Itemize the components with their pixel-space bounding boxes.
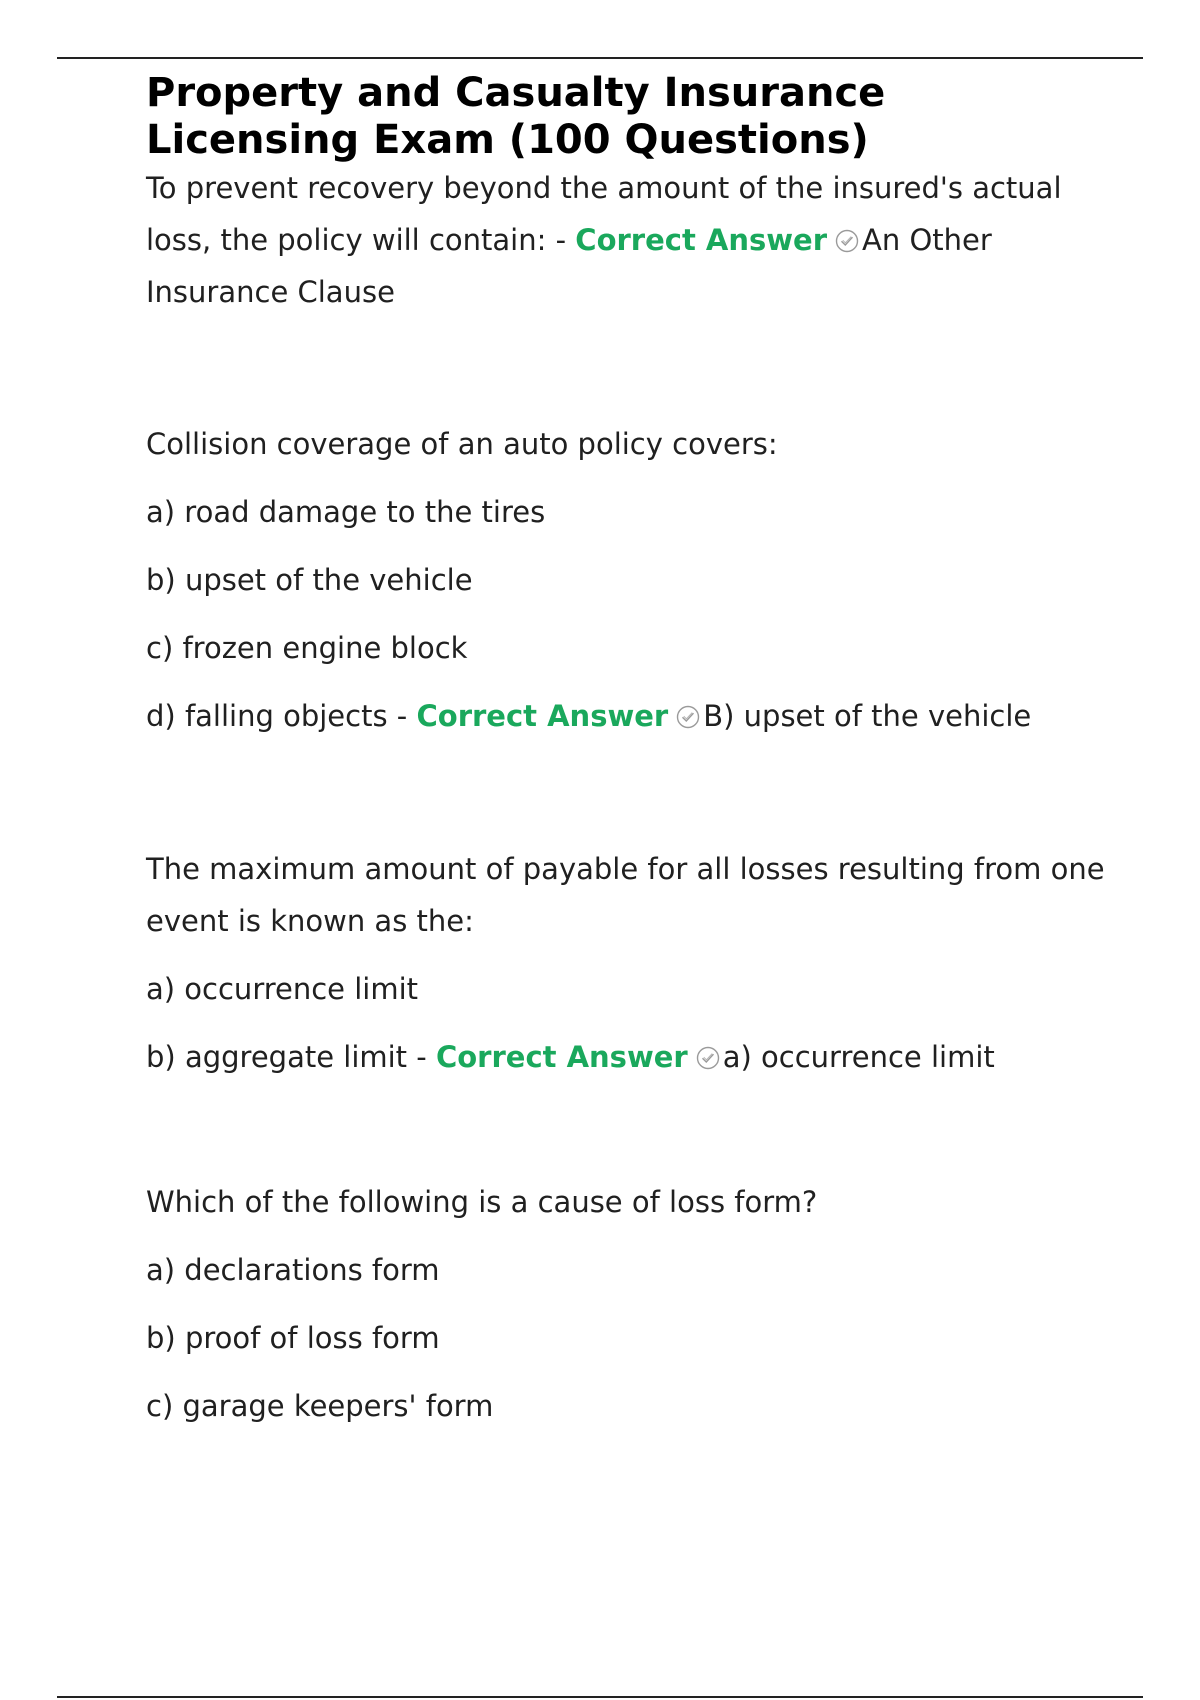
- check-circle-icon: [835, 229, 859, 253]
- question-block: [146, 418, 1106, 742]
- answer-option: a) declarations form: [146, 1253, 440, 1287]
- top-rule: [57, 57, 1143, 59]
- question-text: Which of the following is a cause of loss form?: [146, 1185, 818, 1219]
- answer-text: a) occurrence limit: [722, 1040, 995, 1074]
- correct-answer-label: Correct Answer: [416, 699, 669, 733]
- answer-option-text: d) falling objects -: [146, 699, 417, 733]
- answer-option-with-answer: [146, 690, 1106, 742]
- document-title-line-1: Property and Casualty Insurance: [146, 70, 886, 116]
- check-circle-icon: [676, 705, 700, 729]
- question-block: [146, 843, 1106, 1083]
- correct-answer-label: Correct Answer: [435, 1040, 688, 1074]
- answer-text: B) upset of the vehicle: [703, 699, 1032, 733]
- bottom-rule: [57, 1696, 1143, 1698]
- answer-option: b) proof of loss form: [146, 1321, 440, 1355]
- document-title-line-2: Licensing Exam (100 Questions): [146, 117, 869, 163]
- question-prompt: To prevent recovery beyond the amount of the insured's actual loss, the policy will contain: -: [146, 171, 1062, 257]
- document-title: [146, 70, 1106, 164]
- question-text: The maximum amount of payable for all losses resulting from one event is known as the:: [146, 852, 1105, 938]
- answer-option-text: b) aggregate limit -: [146, 1040, 436, 1074]
- correct-answer-label: Correct Answer: [575, 223, 828, 257]
- answer-option: b) upset of the vehicle: [146, 563, 473, 597]
- answer-option: c) garage keepers' form: [146, 1389, 494, 1423]
- answer-text: An Other Insurance Clause: [146, 223, 992, 309]
- answer-option: a) occurrence limit: [146, 972, 419, 1006]
- question-text: [146, 162, 1106, 318]
- check-circle-icon: [696, 1046, 720, 1070]
- answer-option: a) road damage to the tires: [146, 495, 546, 529]
- question-block: [146, 162, 1106, 318]
- question-block: [146, 1176, 1106, 1432]
- question-text: Collision coverage of an auto policy covers:: [146, 427, 778, 461]
- answer-option-with-answer: [146, 1031, 1106, 1083]
- answer-option: c) frozen engine block: [146, 631, 468, 665]
- document-body: [146, 70, 1106, 1432]
